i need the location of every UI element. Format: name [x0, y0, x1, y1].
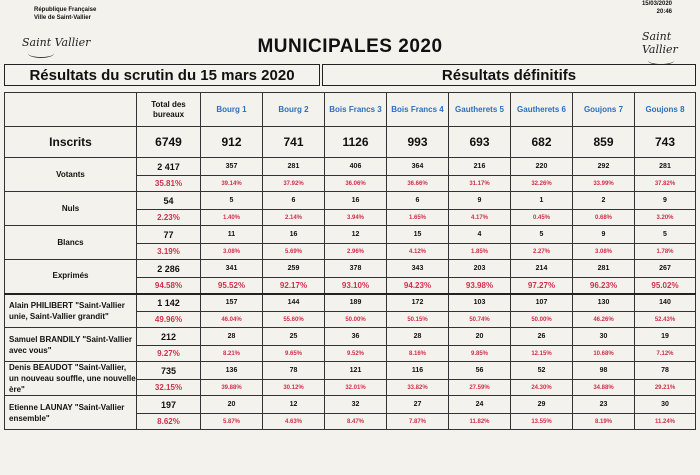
col-total: Total des bureaux — [137, 93, 201, 127]
bureau-percent: 1.65% — [387, 210, 449, 226]
bureau-percent: 5.87% — [201, 414, 263, 430]
bureau-percent: 3.08% — [573, 244, 635, 260]
bureau-value: 1 — [511, 192, 573, 210]
bureau-value: 378 — [325, 260, 387, 278]
bureau-value: 78 — [263, 362, 325, 380]
bureau-percent: 1.78% — [635, 244, 696, 260]
bureau-percent: 0.68% — [573, 210, 635, 226]
bureau-value: 912 — [201, 127, 263, 158]
bureau-value: 20 — [449, 328, 511, 346]
bureau-value: 216 — [449, 158, 511, 176]
bureau-value: 98 — [573, 362, 635, 380]
total-value: 6749 — [137, 127, 201, 158]
bureau-percent: 13.55% — [511, 414, 573, 430]
candidate-row — [5, 294, 696, 312]
bureau-percent: 2.14% — [263, 210, 325, 226]
bureau-value: 5 — [511, 226, 573, 244]
bureau-percent: 50.00% — [325, 312, 387, 328]
bureau-value: 9 — [449, 192, 511, 210]
candidate-name: Etienne LAUNAY "Saint-Vallier ensemble" — [5, 396, 137, 430]
total-value: 197 — [137, 396, 201, 414]
col-goujons-7: Goujons 7 — [573, 93, 635, 127]
col-bois-francs-4: Bois Francs 4 — [387, 93, 449, 127]
bureau-value: 4 — [449, 226, 511, 244]
bureau-value: 52 — [511, 362, 573, 380]
bureau-value: 20 — [201, 396, 263, 414]
bureau-percent: 9.65% — [263, 346, 325, 362]
bureau-value: 5 — [201, 192, 263, 210]
bureau-percent: 8.21% — [201, 346, 263, 362]
bureau-percent: 4.17% — [449, 210, 511, 226]
row-label: Nuls — [5, 192, 137, 226]
time-label: 20:46 — [656, 9, 672, 15]
bureau-percent: 50.00% — [511, 312, 573, 328]
bureau-percent: 8.16% — [387, 346, 449, 362]
bureau-value: 103 — [449, 294, 511, 312]
bureau-percent: 3.94% — [325, 210, 387, 226]
bureau-percent: 39.14% — [201, 176, 263, 192]
bureau-value: 27 — [387, 396, 449, 414]
bureau-value: 16 — [263, 226, 325, 244]
town-label: Ville de Saint-Vallier — [34, 15, 91, 21]
row-inscrits — [5, 127, 696, 158]
bureau-percent: 32.01% — [325, 380, 387, 396]
total-value: 2 286 — [137, 260, 201, 278]
candidate-row — [5, 328, 696, 346]
col-gautherets-6: Gautherets 6 — [511, 93, 573, 127]
bureau-value: 281 — [635, 158, 696, 176]
bureau-percent: 95.02% — [635, 278, 696, 294]
bureau-value: 121 — [325, 362, 387, 380]
bureau-value: 9 — [573, 226, 635, 244]
bureau-value: 23 — [573, 396, 635, 414]
bureau-value: 116 — [387, 362, 449, 380]
total-value: 54 — [137, 192, 201, 210]
total-percent: 49.96% — [137, 312, 201, 328]
bureau-value: 2 — [573, 192, 635, 210]
bureau-value: 136 — [201, 362, 263, 380]
bureau-value: 25 — [263, 328, 325, 346]
total-percent: 94.58% — [137, 278, 201, 294]
bureau-percent: 55.60% — [263, 312, 325, 328]
bureau-percent: 46.26% — [573, 312, 635, 328]
total-value: 77 — [137, 226, 201, 244]
bureau-value: 859 — [573, 127, 635, 158]
bureau-percent: 0.45% — [511, 210, 573, 226]
bureau-percent: 4.12% — [387, 244, 449, 260]
bureau-percent: 37.92% — [263, 176, 325, 192]
row-label: Exprimés — [5, 260, 137, 294]
bureau-value: 28 — [201, 328, 263, 346]
row-label: Votants — [5, 158, 137, 192]
bureau-value: 693 — [449, 127, 511, 158]
bureau-percent: 24.30% — [511, 380, 573, 396]
bureau-percent: 46.04% — [201, 312, 263, 328]
total-value: 2 417 — [137, 158, 201, 176]
bureau-percent: 11.82% — [449, 414, 511, 430]
row-label: Blancs — [5, 226, 137, 260]
logo-text: Saint Vallier — [22, 36, 91, 49]
header-timestamp — [612, 0, 672, 16]
bureau-percent: 50.15% — [387, 312, 449, 328]
candidate-row — [5, 396, 696, 414]
bureau-value: 203 — [449, 260, 511, 278]
total-value: 1 142 — [137, 294, 201, 312]
bureau-value: 357 — [201, 158, 263, 176]
bureau-percent: 9.85% — [449, 346, 511, 362]
bureau-value: 6 — [263, 192, 325, 210]
bureau-value: 26 — [511, 328, 573, 346]
bureau-value: 220 — [511, 158, 573, 176]
bureau-value: 364 — [387, 158, 449, 176]
bureau-value: 144 — [263, 294, 325, 312]
header-issuer — [34, 6, 96, 22]
scrutin-banner: Résultats du scrutin du 15 mars 2020 — [4, 64, 320, 86]
bureau-value: 12 — [263, 396, 325, 414]
total-percent: 32.15% — [137, 380, 201, 396]
col-bois-francs-3: Bois Francs 3 — [325, 93, 387, 127]
bureau-value: 15 — [387, 226, 449, 244]
bureau-value: 281 — [263, 158, 325, 176]
bureau-percent: 29.21% — [635, 380, 696, 396]
bureau-value: 267 — [635, 260, 696, 278]
col-goujons-8: Goujons 8 — [635, 93, 696, 127]
bureau-value: 993 — [387, 127, 449, 158]
page-title: MUNICIPALES 2020 — [257, 36, 443, 57]
bureau-value: 341 — [201, 260, 263, 278]
bureau-value: 157 — [201, 294, 263, 312]
logo-text: Saint Vallier — [642, 30, 678, 56]
bureau-value: 130 — [573, 294, 635, 312]
bureau-value: 107 — [511, 294, 573, 312]
bureau-value: 140 — [635, 294, 696, 312]
results-table — [4, 92, 696, 430]
bureau-percent: 94.23% — [387, 278, 449, 294]
total-percent: 9.27% — [137, 346, 201, 362]
bureau-percent: 1.40% — [201, 210, 263, 226]
bureau-percent: 96.23% — [573, 278, 635, 294]
bureau-percent: 39.88% — [201, 380, 263, 396]
bureau-percent: 50.74% — [449, 312, 511, 328]
bureau-percent: 3.08% — [201, 244, 263, 260]
total-percent: 8.62% — [137, 414, 201, 430]
bureau-percent: 93.98% — [449, 278, 511, 294]
col-bourg-2: Bourg 2 — [263, 93, 325, 127]
bureau-percent: 5.69% — [263, 244, 325, 260]
bureau-percent: 10.68% — [573, 346, 635, 362]
bureau-percent: 37.82% — [635, 176, 696, 192]
total-percent: 35.81% — [137, 176, 201, 192]
date-label: 15/03/2020 — [641, 1, 672, 7]
bureau-value: 281 — [573, 260, 635, 278]
row-exprimes — [5, 260, 696, 278]
bureau-percent: 34.88% — [573, 380, 635, 396]
bureau-percent: 93.10% — [325, 278, 387, 294]
candidate-name: Samuel BRANDILY "Saint-Vallier avec vous" — [5, 328, 137, 362]
bureau-percent: 4.63% — [263, 414, 325, 430]
bureau-value: 172 — [387, 294, 449, 312]
bureau-value: 406 — [325, 158, 387, 176]
row-votants — [5, 158, 696, 176]
candidate-row — [5, 362, 696, 380]
bureau-value: 259 — [263, 260, 325, 278]
bureau-percent: 1.85% — [449, 244, 511, 260]
bureau-percent: 33.99% — [573, 176, 635, 192]
total-value: 212 — [137, 328, 201, 346]
bureau-percent: 36.66% — [387, 176, 449, 192]
bureau-value: 30 — [635, 396, 696, 414]
bureau-value: 11 — [201, 226, 263, 244]
row-nuls — [5, 192, 696, 210]
row-label: Inscrits — [5, 127, 137, 158]
bureau-percent: 31.17% — [449, 176, 511, 192]
bureau-value: 189 — [325, 294, 387, 312]
bureau-value: 741 — [263, 127, 325, 158]
col-bourg-1: Bourg 1 — [201, 93, 263, 127]
corner-cell — [5, 93, 137, 127]
bureau-percent: 9.52% — [325, 346, 387, 362]
bureau-value: 24 — [449, 396, 511, 414]
total-percent: 2.23% — [137, 210, 201, 226]
total-percent: 3.19% — [137, 244, 201, 260]
bureau-value: 9 — [635, 192, 696, 210]
total-value: 735 — [137, 362, 201, 380]
bureau-percent: 3.20% — [635, 210, 696, 226]
bureau-value: 30 — [573, 328, 635, 346]
bureau-value: 292 — [573, 158, 635, 176]
bureau-percent: 2.27% — [511, 244, 573, 260]
bureau-value: 36 — [325, 328, 387, 346]
bureau-value: 16 — [325, 192, 387, 210]
bureau-percent: 7.87% — [387, 414, 449, 430]
bureau-percent: 12.15% — [511, 346, 573, 362]
bureau-percent: 95.52% — [201, 278, 263, 294]
bureau-percent: 8.47% — [325, 414, 387, 430]
bureau-value: 1126 — [325, 127, 387, 158]
status-banner: Résultats définitifs — [322, 64, 696, 86]
column-header-row — [5, 93, 696, 127]
bureau-value: 78 — [635, 362, 696, 380]
bureau-value: 5 — [635, 226, 696, 244]
bureau-percent: 27.59% — [449, 380, 511, 396]
bureau-percent: 30.12% — [263, 380, 325, 396]
col-gautherets-5: Gautherets 5 — [449, 93, 511, 127]
bureau-percent: 33.82% — [387, 380, 449, 396]
bureau-value: 12 — [325, 226, 387, 244]
bureau-value: 6 — [387, 192, 449, 210]
bureau-percent: 11.24% — [635, 414, 696, 430]
bureau-value: 29 — [511, 396, 573, 414]
bureau-percent: 32.26% — [511, 176, 573, 192]
bureau-value: 214 — [511, 260, 573, 278]
bureau-percent: 2.96% — [325, 244, 387, 260]
bureau-percent: 8.19% — [573, 414, 635, 430]
bureau-percent: 7.12% — [635, 346, 696, 362]
bureau-value: 743 — [635, 127, 696, 158]
bureau-percent: 97.27% — [511, 278, 573, 294]
bureau-value: 19 — [635, 328, 696, 346]
bureau-value: 32 — [325, 396, 387, 414]
bureau-value: 682 — [511, 127, 573, 158]
bureau-value: 343 — [387, 260, 449, 278]
bureau-value: 28 — [387, 328, 449, 346]
results-body — [5, 127, 696, 430]
row-blancs — [5, 226, 696, 244]
republic-label: République Française — [34, 7, 97, 13]
candidate-name: Alain PHILIBERT "Saint-Vallier unie, Saint-Vallier grandit" — [5, 294, 137, 328]
candidate-name: Denis BEAUDOT "Saint-Vallier, un nouveau souffle, une nouvelle ère" — [5, 362, 137, 396]
bureau-value: 56 — [449, 362, 511, 380]
bureau-percent: 36.06% — [325, 176, 387, 192]
bureau-percent: 92.17% — [263, 278, 325, 294]
bureau-percent: 52.43% — [635, 312, 696, 328]
